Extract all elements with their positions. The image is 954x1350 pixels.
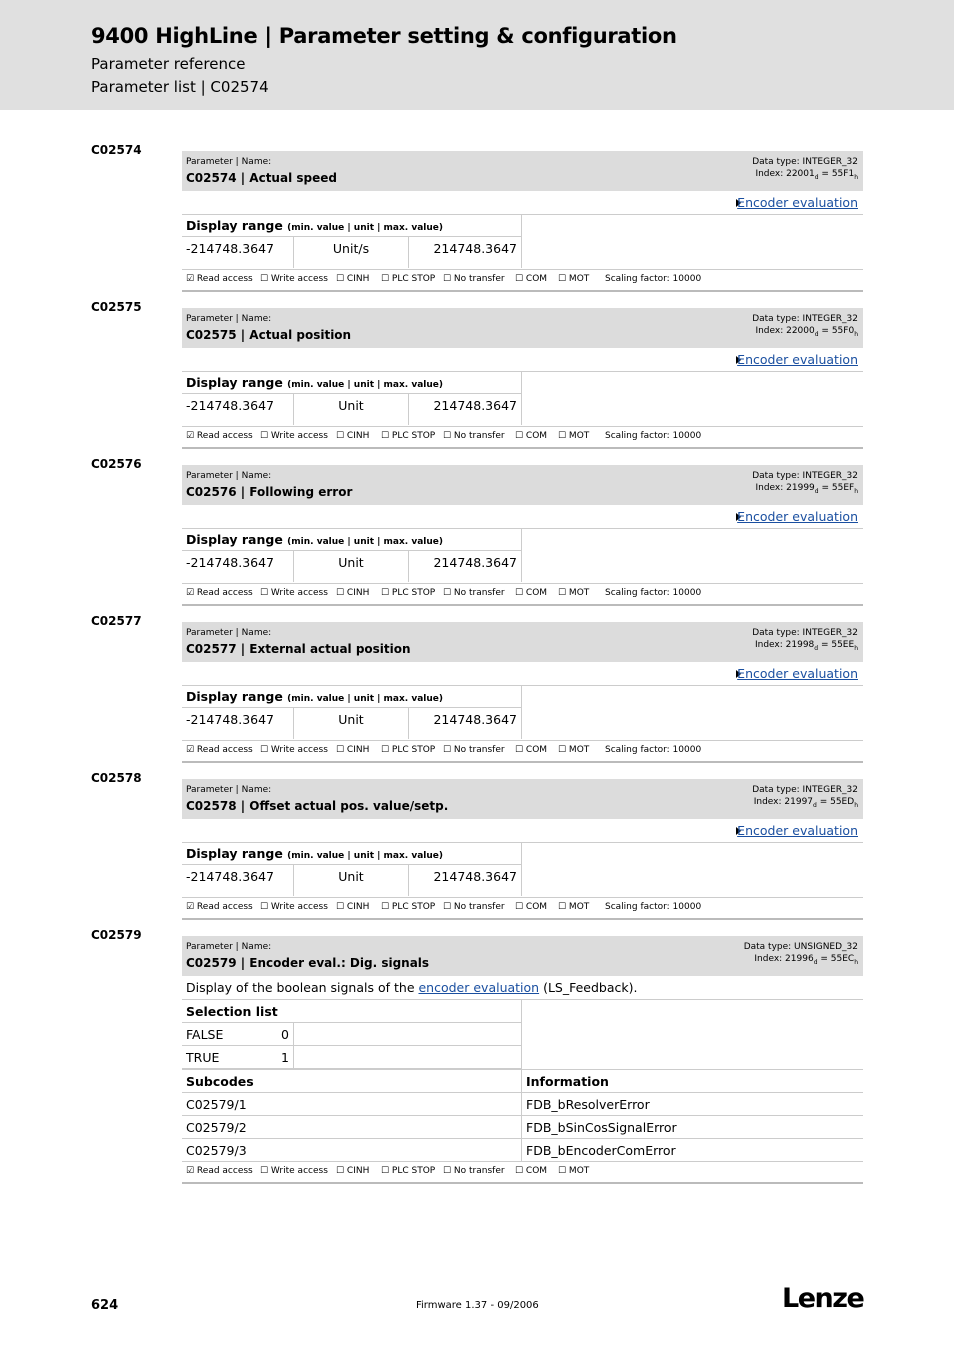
param-name-label: Parameter | Name:: [186, 785, 272, 795]
max-value: 214748.3647: [433, 555, 517, 570]
display-range-label: Display range: [186, 532, 283, 547]
link-row: [182, 819, 863, 843]
display-range: Display range (min. value | unit | max. value) -214748.3647 Unit 214748.3647: [182, 686, 863, 741]
encoder-evaluation-link[interactable]: Encoder evaluation: [737, 352, 858, 367]
param-index: Index: $22001_d = 55F1_h$: [755, 169, 858, 181]
access-row: ☑ Read access ☐ Write access ☐ CINH ☐ PLC STOP ☐ No transfer ☐ COM ☐ MOT Scaling factor: 10000: [182, 898, 863, 920]
encoder-evaluation-link[interactable]: Encoder evaluation: [737, 509, 858, 524]
param-name-label: Parameter | Name:: [186, 314, 272, 324]
param-name: C02579 | Encoder eval.: Dig. signals: [186, 956, 430, 970]
selection-row: 1 TRUE: [182, 1046, 863, 1069]
min-value: -214748.3647: [186, 241, 275, 256]
param-name: C02574 | Actual speed: [186, 171, 337, 185]
link-row: [182, 505, 863, 529]
min-value: -214748.3647: [186, 869, 275, 884]
data-type: Data type: INTEGER_32: [752, 785, 858, 795]
selection-row: 0 FALSE: [182, 1023, 863, 1046]
display-range: Display range (min. value | unit | max. value) -214748.3647 Unit 214748.3647: [182, 843, 863, 898]
display-range-label: Display range: [186, 846, 283, 861]
max-value: 214748.3647: [433, 712, 517, 727]
param-code: C02577: [91, 614, 142, 628]
subcode-row: C02579/2 FDB_bSinCosSignalError: [182, 1116, 863, 1139]
param-name: C02577 | External actual position: [186, 642, 411, 656]
display-range: Display range (min. value | unit | max. value) -214748.3647 Unit/s 214748.3647: [182, 215, 863, 270]
param-name-bar: [182, 622, 863, 662]
min-value: -214748.3647: [186, 398, 275, 413]
param-index: Index: $21997_d = 55ED_h$: [753, 797, 858, 809]
param-block: [182, 308, 863, 449]
display-range-label: Display range: [186, 218, 283, 233]
max-value: 214748.3647: [433, 241, 517, 256]
data-type: Data type: INTEGER_32: [752, 314, 858, 324]
param-name-label: Parameter | Name:: [186, 471, 272, 481]
param-name: C02576 | Following error: [186, 485, 353, 499]
param-name-bar: [182, 151, 863, 191]
page-number: 624: [91, 1298, 119, 1313]
unit: Unit: [338, 398, 364, 413]
param-name-bar: [182, 465, 863, 505]
page-header: [0, 0, 954, 110]
encoder-evaluation-link[interactable]: encoder evaluation: [418, 980, 540, 995]
param-block: [182, 779, 863, 920]
max-value: 214748.3647: [433, 869, 517, 884]
param-index: Index: $21999_d = 55EF_h$: [755, 483, 858, 495]
display-range: Display range (min. value | unit | max. value) -214748.3647 Unit 214748.3647: [182, 372, 863, 427]
param-block: [182, 465, 863, 606]
encoder-evaluation-link[interactable]: Encoder evaluation: [737, 823, 858, 838]
access-row: ☑ Read access ☐ Write access ☐ CINH ☐ PLC STOP ☐ No transfer ☐ COM ☐ MOT Scaling factor: 10000: [182, 427, 863, 449]
param-name-bar: [182, 936, 863, 976]
param-block: [182, 622, 863, 763]
param-code: C02575: [91, 300, 142, 314]
subcode-row: C02579/3 FDB_bEncoderComError: [182, 1139, 863, 1162]
param-description: Display of the boolean signals of the encoder evaluation (LS_Feedback).: [182, 976, 863, 1000]
min-value: -214748.3647: [186, 555, 275, 570]
max-value: 214748.3647: [433, 398, 517, 413]
param-name-bar: [182, 308, 863, 348]
section-title: Parameter reference: [91, 55, 246, 73]
firmware-label: Firmware 1.37 - 09/2006: [416, 1300, 539, 1311]
param-code: C02578: [91, 771, 142, 785]
data-type: Data type: INTEGER_32: [752, 157, 858, 167]
param-index: Index: $22000_d = 55F0_h$: [755, 326, 858, 338]
access-row: ☑ Read access ☐ Write access ☐ CINH ☐ PLC STOP ☐ No transfer ☐ COM ☐ MOT Scaling factor: 10000: [182, 584, 863, 606]
unit: Unit: [338, 555, 364, 570]
display-range-label: Display range: [186, 689, 283, 704]
page-title: 9400 HighLine | Parameter setting & configuration: [91, 24, 677, 48]
link-row: [182, 191, 863, 215]
link-row: [182, 662, 863, 686]
encoder-evaluation-link[interactable]: Encoder evaluation: [737, 195, 858, 210]
link-row: [182, 348, 863, 372]
data-type: Data type: INTEGER_32: [752, 628, 858, 638]
data-type: Data type: UNSIGNED_32: [743, 942, 858, 952]
param-name: C02575 | Actual position: [186, 328, 352, 342]
param-code: C02574: [91, 143, 142, 157]
display-range: Display range (min. value | unit | max. value) -214748.3647 Unit 214748.3647: [182, 529, 863, 584]
min-value: -214748.3647: [186, 712, 275, 727]
lenze-logo: Lenze: [782, 1283, 864, 1314]
subcode-row: C02579/1 FDB_bResolverError: [182, 1093, 863, 1116]
param-index: Index: $21996_d = 55EC_h$: [754, 954, 858, 966]
param-block-c02579: [182, 936, 863, 1184]
data-type: Data type: INTEGER_32: [752, 471, 858, 481]
subsection-title: Parameter list | C02574: [91, 78, 269, 96]
param-name-bar: [182, 779, 863, 819]
subcodes-header: Subcodes Information: [182, 1069, 863, 1093]
access-row: ☑ Read access ☐ Write access ☐ CINH ☐ PLC STOP ☐ No transfer ☐ COM ☐ MOT Scaling factor: 10000: [182, 741, 863, 763]
param-code: C02576: [91, 457, 142, 471]
param-name: C02578 | Offset actual pos. value/setp.: [186, 799, 449, 813]
param-name-label: Parameter | Name:: [186, 157, 272, 167]
display-range-label: Display range: [186, 375, 283, 390]
access-row: ☑ Read access ☐ Write access ☐ CINH ☐ PLC STOP ☐ No transfer ☐ COM ☐ MOT Scaling factor: 10000: [182, 270, 863, 292]
unit: Unit: [338, 712, 364, 727]
access-row: ☑ Read access ☐ Write access ☐ CINH ☐ PLC STOP ☐ No transfer ☐ COM ☐ MOT: [182, 1162, 863, 1184]
unit: Unit/s: [332, 241, 370, 256]
param-name-label: Parameter | Name:: [186, 628, 272, 638]
encoder-evaluation-link[interactable]: Encoder evaluation: [737, 666, 858, 681]
param-code: C02579: [91, 928, 142, 942]
param-block: [182, 151, 863, 292]
unit: Unit: [338, 869, 364, 884]
param-name-label: Parameter | Name:: [186, 942, 272, 952]
selection-list-header: Selection list: [182, 1000, 863, 1023]
param-index: Index: $21998_d = 55EE_h$: [754, 640, 858, 652]
